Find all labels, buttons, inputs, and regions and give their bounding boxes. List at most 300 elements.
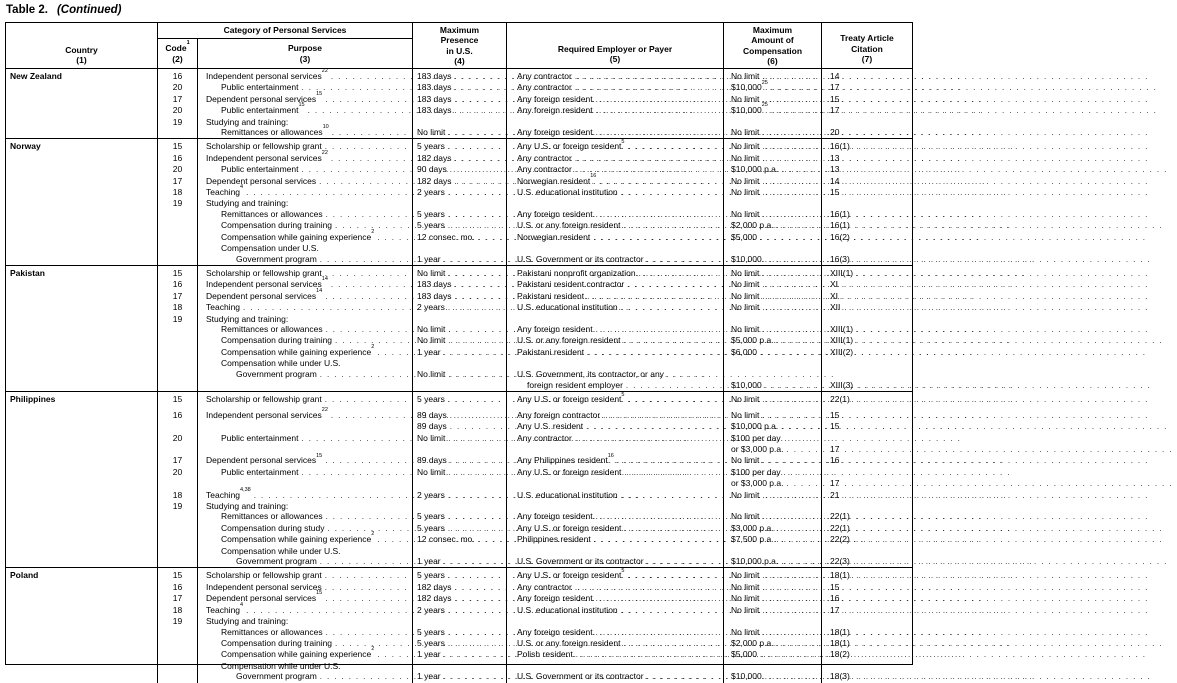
cell-text: Remittances or allowances$^{10}$ — [221, 124, 329, 138]
cell-purpose — [198, 228, 413, 243]
cell-presence — [413, 671, 507, 682]
cell-cite — [822, 490, 912, 501]
cell-presence — [413, 369, 507, 380]
cell-presence — [413, 501, 507, 511]
cell-code — [158, 501, 198, 511]
cell-employer — [507, 605, 724, 616]
cell-text: Any U.S. or foreign resident$^5$ — [517, 391, 625, 405]
cell-employer — [507, 209, 724, 220]
cell-text: 16 — [172, 279, 183, 290]
cell-cite — [822, 176, 912, 187]
cell-text: No limit — [417, 466, 446, 477]
cell-text: 89 days — [417, 421, 447, 432]
cell-presence — [413, 314, 507, 324]
dot-leader — [448, 523, 506, 534]
cell-text: Remittances or allowances — [221, 208, 323, 219]
cell-text: 20 — [172, 105, 183, 116]
dot-leader — [246, 605, 412, 616]
dot-leader — [762, 511, 821, 522]
cell-text: Independent personal services$^{22}$ — [206, 406, 328, 420]
cell-text: 17 — [172, 175, 183, 186]
cell-text: No limit — [731, 127, 760, 138]
country-name: Poland — [6, 568, 158, 682]
column-header-compensation: Maximum Amount of Compensation (6) — [724, 23, 822, 68]
cell-text: 19 — [172, 198, 183, 209]
cell-text: 18 — [172, 302, 183, 313]
dot-leader — [450, 455, 506, 466]
cell-amount — [724, 302, 822, 313]
cell-text: Dependent personal services$^{15}$ — [206, 590, 323, 604]
cell-text: XII — [830, 302, 841, 313]
cell-code — [158, 490, 198, 501]
dot-leader — [325, 291, 412, 302]
cell-code — [158, 153, 198, 164]
cell-text: Public entertainment — [221, 82, 299, 93]
cell-purpose — [198, 335, 413, 346]
dot-leader — [596, 209, 723, 220]
cell-presence — [413, 593, 507, 604]
cell-text: 13 — [830, 152, 840, 163]
dot-leader — [444, 649, 506, 660]
dot-leader — [455, 71, 507, 82]
cell-presence — [413, 198, 507, 208]
cell-text: Independent personal services$^{14}$ — [206, 276, 328, 290]
cell-cite — [822, 523, 912, 534]
cell-code — [158, 266, 198, 279]
footnote-ref: 1 — [186, 40, 190, 47]
dot-leader — [448, 324, 506, 335]
cell-text: XI — [830, 290, 839, 301]
dot-leader — [575, 433, 723, 444]
cell-code — [158, 638, 198, 649]
cell-presence — [413, 534, 507, 545]
cell-presence — [413, 69, 507, 82]
dot-leader — [762, 394, 821, 405]
dot-leader — [777, 335, 821, 346]
cell-text: 182 days — [417, 152, 452, 163]
cell-text: Studying and training: — [206, 501, 289, 512]
cell-purpose — [198, 671, 413, 682]
footnote-ref: 15 — [316, 90, 323, 97]
dot-leader — [455, 176, 507, 187]
cell-amount — [724, 164, 822, 175]
cell-text: 183 days — [417, 93, 452, 104]
table-row — [158, 220, 912, 231]
table-row — [158, 590, 912, 604]
cell-code — [158, 127, 198, 138]
cell-presence — [413, 347, 507, 358]
cell-cite — [822, 347, 912, 358]
cell-text: Compensation during training — [221, 220, 333, 231]
dot-leader — [617, 455, 723, 466]
cell-employer — [507, 302, 724, 313]
cell-amount — [724, 69, 822, 82]
cell-employer — [507, 291, 724, 302]
cell-text: U.S. or any foreign resident — [517, 335, 621, 346]
cell-code — [158, 380, 198, 391]
cell-employer — [507, 568, 724, 581]
footnote-ref: 2 — [371, 228, 375, 235]
cell-code — [158, 369, 198, 380]
cell-code — [158, 164, 198, 175]
cell-text: No limit — [731, 141, 760, 152]
cell-text: 15 — [172, 141, 183, 152]
cell-employer — [507, 467, 724, 478]
cell-presence — [413, 220, 507, 231]
cell-text: 15 — [830, 187, 840, 198]
cell-text: 22(1) — [830, 394, 850, 405]
dot-leader — [448, 141, 506, 152]
cell-employer — [507, 82, 724, 93]
cell-text: 5 years — [417, 626, 445, 637]
cell-presence — [413, 105, 507, 116]
cell-amount — [724, 127, 822, 138]
table-row — [158, 616, 912, 626]
cell-purpose — [198, 176, 413, 187]
cell-text: No limit — [731, 394, 760, 405]
cell-presence — [413, 511, 507, 522]
cell-presence — [413, 649, 507, 660]
cell-text: Compensation during study — [221, 522, 325, 533]
cell-text: 18 — [172, 187, 183, 198]
dot-leader — [326, 209, 412, 220]
cell-text: Pakistani nonprofit organization — [517, 267, 636, 278]
cell-text: Compensation while gaining experience$^2$ — [221, 531, 375, 545]
cell-cite — [822, 671, 912, 682]
cell-amount — [724, 380, 822, 391]
cell-text: 16(1) — [830, 141, 850, 152]
cell-purpose — [198, 102, 413, 116]
cell-text: 18(3) — [830, 671, 850, 682]
dot-leader — [325, 570, 412, 581]
country-name: Philippines — [6, 392, 158, 567]
cell-employer — [507, 314, 724, 324]
cell-amount — [724, 279, 822, 290]
column-header-citation: Treaty Article Citation (7) — [840, 33, 894, 64]
cell-text: Any U.S. or foreign resident — [517, 466, 622, 477]
cell-code — [158, 314, 198, 324]
table-row — [158, 228, 912, 243]
cell-text: Compensation while under U.S. — [221, 358, 341, 369]
cell-code — [158, 105, 198, 116]
cell-presence — [413, 82, 507, 93]
cell-presence — [413, 556, 507, 567]
cell-amount — [724, 478, 822, 489]
cell-text: XIII(1) — [830, 335, 854, 346]
cell-employer — [507, 139, 724, 152]
cell-text: No limit — [731, 455, 760, 466]
cell-text: 5 years — [417, 511, 445, 522]
dot-leader — [326, 627, 412, 638]
cell-text: No limit — [417, 432, 446, 443]
table-row — [158, 582, 912, 593]
cell-employer — [507, 358, 724, 368]
cell-text: 18 — [172, 489, 183, 500]
cell-code — [158, 671, 198, 682]
cell-text: 20 — [172, 432, 183, 443]
table-row — [158, 452, 912, 466]
cell-employer — [507, 556, 724, 567]
dot-leader — [575, 153, 723, 164]
cell-text: 20 — [830, 127, 840, 138]
cell-code — [158, 661, 198, 671]
cell-purpose — [198, 452, 413, 466]
cell-text: 19 — [172, 616, 183, 627]
footnote-ref: 4 — [240, 601, 244, 608]
dot-leader — [762, 410, 821, 421]
column-header-employer: Required Employer or Payer (5) — [507, 23, 724, 68]
cell-text: 14 — [830, 175, 840, 186]
cell-code — [158, 254, 198, 265]
cell-text: Any U.S. or foreign resident$^5$ — [517, 567, 625, 581]
dot-leader — [320, 671, 412, 682]
cell-employer — [507, 279, 724, 290]
footnote-ref: 4 — [240, 184, 244, 191]
cell-text: U.S. Government or its contractor — [517, 671, 644, 682]
cell-text: 17 — [172, 290, 183, 301]
cell-purpose — [198, 324, 413, 335]
cell-text: No limit — [731, 570, 760, 581]
dot-leader — [639, 268, 723, 279]
dot-leader — [243, 302, 412, 313]
dot-leader — [627, 141, 723, 152]
cell-purpose — [198, 220, 413, 231]
cell-text: $10,000 — [731, 671, 762, 682]
cell-employer — [507, 490, 724, 501]
cell-purpose — [198, 380, 413, 391]
cell-code — [158, 139, 198, 152]
cell-text: U.S. educational institution — [517, 302, 618, 313]
cell-employer — [507, 324, 724, 335]
dot-leader — [302, 164, 413, 175]
dot-leader — [624, 523, 723, 534]
column-header-presence: Maximum Presence in U.S. (4) — [413, 23, 507, 68]
table-row — [158, 380, 912, 391]
cell-text: No limit — [731, 489, 760, 500]
cell-amount — [724, 79, 822, 93]
cell-text: 183 days — [417, 105, 452, 116]
cell-purpose — [198, 276, 413, 290]
dot-leader — [760, 649, 821, 660]
dot-leader — [647, 556, 723, 567]
cell-code — [158, 627, 198, 638]
cell-amount — [724, 568, 822, 581]
cell-cite — [822, 593, 912, 604]
cell-presence — [413, 279, 507, 290]
cell-text: No limit — [731, 279, 760, 290]
cell-text: Any U.S. or foreign resident$^5$ — [517, 138, 625, 152]
cell-amount — [724, 347, 822, 358]
cell-presence — [413, 187, 507, 198]
table-title — [6, 4, 121, 16]
cell-text: 13 — [830, 164, 840, 175]
cell-employer — [507, 649, 724, 660]
cell-code — [158, 82, 198, 93]
cell-text: Any contractor — [517, 71, 572, 81]
cell-employer — [507, 369, 724, 380]
dot-leader — [762, 324, 821, 335]
cell-text: 5 years — [417, 570, 445, 581]
dot-leader — [781, 556, 821, 567]
cell-text: No limit — [417, 323, 446, 334]
dot-leader — [762, 127, 821, 138]
cell-text: Pakistani resident — [517, 346, 585, 357]
cell-text: Government program — [236, 253, 317, 264]
cell-purpose — [198, 164, 413, 175]
dot-leader — [448, 605, 506, 616]
cell-text: $10,000$^{25}$ — [731, 79, 768, 93]
cell-purpose — [198, 209, 413, 220]
cell-text: No limit — [731, 323, 760, 334]
cell-cite — [822, 556, 912, 567]
cell-employer — [507, 616, 724, 626]
cell-code — [158, 198, 198, 208]
cell-cite — [822, 546, 912, 556]
table-row — [158, 343, 912, 358]
cell-cite — [822, 314, 912, 324]
cell-employer — [507, 266, 724, 279]
cell-cite — [822, 392, 912, 405]
cell-purpose — [198, 646, 413, 660]
cell-cite — [822, 82, 912, 93]
dot-leader — [627, 394, 723, 405]
cell-purpose — [198, 69, 413, 82]
cell-purpose — [198, 139, 413, 152]
cell-presence — [413, 266, 507, 279]
dot-leader — [448, 433, 506, 444]
dot-leader — [327, 523, 412, 534]
dot-leader — [377, 232, 412, 243]
cell-text: Any foreign resident — [517, 626, 593, 637]
dot-leader — [448, 335, 506, 346]
cell-cite — [822, 661, 912, 671]
cell-code — [158, 568, 198, 581]
cell-amount — [724, 198, 822, 208]
cell-presence — [413, 582, 507, 593]
cell-text: or $3,000 p.a. — [731, 444, 784, 454]
cell-code — [158, 187, 198, 198]
cell-purpose — [198, 90, 413, 105]
cell-amount — [724, 232, 822, 243]
cell-text: Dependent personal services — [206, 175, 317, 186]
cell-amount — [724, 649, 822, 660]
dot-leader — [444, 671, 506, 682]
dot-leader — [762, 291, 821, 302]
cell-employer — [507, 671, 724, 682]
cell-text: Public entertainment — [221, 466, 299, 477]
cell-text: U.S. or any foreign resident — [517, 220, 621, 231]
footnote-ref: 5 — [621, 138, 625, 145]
cell-presence — [413, 358, 507, 368]
cell-text: Any foreign resident — [517, 208, 593, 219]
cell-text: 182 days — [417, 175, 452, 186]
dot-leader — [626, 380, 723, 391]
cell-text: Remittances or allowances — [221, 626, 323, 637]
dot-leader — [575, 164, 723, 175]
dot-leader — [781, 421, 821, 432]
cell-code — [158, 523, 198, 534]
cell-presence — [413, 127, 507, 138]
dot-leader — [762, 94, 821, 105]
cell-text: No limit — [731, 593, 760, 604]
cell-cite — [822, 433, 912, 444]
dot-leader — [593, 232, 723, 243]
cell-text: No limit — [417, 267, 446, 278]
cell-presence — [413, 291, 507, 302]
cell-text: 12 consec. mo. — [417, 534, 475, 545]
dot-leader — [448, 467, 506, 478]
dot-leader — [448, 220, 506, 231]
cell-text: XIII(1) — [830, 267, 854, 278]
dot-leader — [762, 455, 821, 466]
table-row — [158, 276, 912, 290]
cell-text: Any Philippines resident$^{16}$ — [517, 452, 614, 466]
cell-text: Remittances or allowances — [221, 511, 323, 522]
cell-text: 19 — [172, 501, 183, 512]
table-row — [158, 646, 912, 660]
cell-presence — [413, 455, 507, 466]
cell-employer — [507, 444, 724, 455]
dot-leader — [762, 176, 821, 187]
cell-text: Independent personal services$^{22}$ — [206, 150, 328, 163]
dot-leader — [308, 105, 412, 116]
dot-leader — [325, 394, 412, 405]
cell-text: 5 years — [417, 394, 445, 405]
country-section — [6, 138, 912, 264]
cell-text: 18(1) — [830, 626, 850, 637]
dot-leader — [777, 523, 821, 534]
dot-leader — [455, 279, 507, 290]
country-name: New Zealand — [6, 69, 158, 138]
table-row — [158, 209, 912, 220]
cell-amount — [724, 209, 822, 220]
cell-cite — [822, 279, 912, 290]
cell-text: $100 per day — [731, 466, 781, 477]
cell-cite — [822, 198, 912, 208]
cell-employer — [507, 254, 724, 265]
cell-code — [158, 243, 198, 253]
cell-text: Remittances or allowances — [221, 323, 323, 334]
cell-text: Studying and training: — [206, 116, 289, 127]
table-row — [158, 164, 912, 175]
cell-text: Any foreign resident — [517, 105, 593, 116]
cell-cite — [822, 616, 912, 626]
dot-leader — [594, 534, 723, 545]
dot-leader — [781, 164, 821, 175]
cell-cite — [822, 94, 912, 105]
country-section — [6, 567, 912, 682]
cell-text: U.S. educational institution — [517, 489, 618, 500]
cell-purpose — [198, 243, 413, 253]
cell-code — [158, 546, 198, 556]
dot-leader — [325, 268, 412, 279]
dot-leader — [478, 232, 506, 243]
table-row — [158, 501, 912, 511]
cell-cite — [822, 421, 912, 432]
cell-cite — [822, 153, 912, 164]
cell-purpose — [198, 478, 413, 489]
cell-purpose — [198, 392, 413, 405]
cell-purpose — [198, 184, 413, 198]
cell-code — [158, 117, 198, 127]
cell-text: 2 years — [417, 604, 445, 615]
cell-text: Scholarship or fellowship grant — [206, 141, 322, 152]
table-row — [158, 486, 912, 501]
cell-purpose — [198, 556, 413, 567]
cell-text: $10,000 — [731, 253, 762, 264]
cell-employer — [507, 582, 724, 593]
cell-text: 20 — [172, 466, 183, 477]
